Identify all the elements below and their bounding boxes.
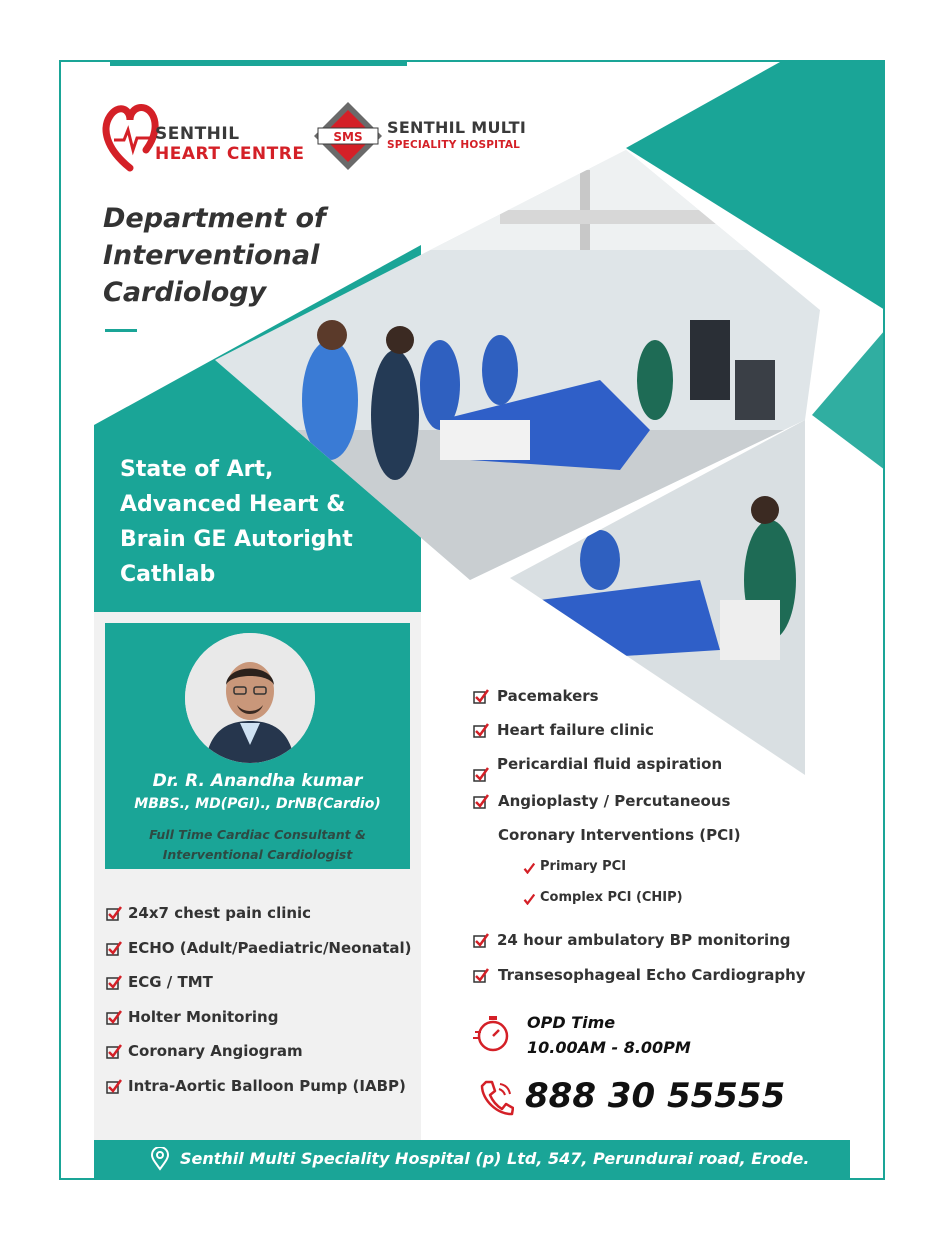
checkbox-check-icon (106, 906, 122, 922)
logo-sms-line1: SENTHIL MULTI (387, 118, 527, 137)
location-pin-icon (150, 1147, 170, 1171)
checkbox-check-icon (106, 1079, 122, 1095)
service-label: Intra-Aortic Balloon Pump (IABP) (128, 1076, 406, 1095)
checkbox-check-icon (106, 941, 122, 957)
department-line3: Cardiology (103, 277, 267, 308)
service-label-continued: Coronary Interventions (PCI) (498, 826, 741, 844)
list-item (106, 904, 412, 939)
sms-badge-text: SMS (333, 130, 363, 144)
stopwatch-icon (473, 1012, 513, 1054)
cathlab-line4: Cathlab (120, 562, 216, 587)
doctor-role (105, 825, 410, 865)
doctor-portrait-icon (185, 633, 315, 763)
department-line2: Interventional (103, 240, 320, 271)
cathlab-heading (120, 452, 410, 592)
service-label: Transesophageal Echo Cardiography (498, 966, 806, 984)
address-text: Senthil Multi Speciality Hospital (p) Ltd, 547, Perundurai road, Erode. (180, 1149, 810, 1168)
logo-sms-line2: SPECIALITY HOSPITAL (387, 139, 521, 151)
title-underline (105, 329, 137, 332)
checkbox-check-icon (106, 1010, 122, 1026)
service-label: Pericardial fluid aspiration (497, 755, 723, 773)
service-label: Holter Monitoring (128, 1007, 279, 1026)
checkbox-check-icon (473, 767, 489, 783)
doctor-card (105, 623, 410, 869)
logo-heart-line1: SENTHIL (155, 124, 240, 144)
opd-time (527, 1010, 691, 1060)
service-label: Pacemakers (497, 687, 599, 705)
checkbox-check-icon (473, 689, 489, 705)
checkbox-check-icon (106, 975, 122, 991)
checkbox-check-icon (106, 1044, 122, 1060)
service-label: 24 hour ambulatory BP monitoring (497, 931, 791, 949)
list-item (106, 1042, 412, 1077)
list-item (106, 973, 412, 1008)
department-title (103, 200, 403, 311)
doctor-role-line1: Full Time Cardiac Consultant & (149, 827, 366, 842)
opd-label: OPD Time (527, 1013, 616, 1032)
checkbox-check-icon (473, 794, 489, 810)
service-label: Complex PCI (CHIP) (540, 890, 683, 905)
heart-logo-icon (100, 98, 160, 174)
phone-icon (478, 1078, 514, 1118)
phone-number[interactable]: 888 30 55555 (525, 1076, 786, 1116)
logo-sms (387, 118, 526, 151)
logo-heart-centre (155, 124, 304, 164)
footer-address-bar (94, 1140, 850, 1178)
list-item (106, 1008, 412, 1043)
service-label: 24x7 chest pain clinic (128, 904, 312, 922)
checkbox-check-icon (473, 968, 489, 984)
checkbox-check-icon (473, 723, 489, 739)
cathlab-line2: Advanced Heart & (120, 492, 346, 517)
doctor-role-line2: Interventional Cardiologist (162, 847, 353, 862)
service-label: Heart failure clinic (497, 721, 654, 739)
sms-logo-icon (312, 100, 384, 172)
cathlab-line3: Brain GE Autoright (120, 527, 353, 552)
doctor-name: Dr. R. Anandha kumar (152, 771, 363, 791)
doctor-avatar (185, 633, 315, 763)
check-icon (523, 862, 535, 874)
checkbox-check-icon (473, 933, 489, 949)
service-label: Primary PCI (540, 859, 627, 874)
service-label: ECG / TMT (128, 973, 213, 991)
logo-heart-line2: HEART CENTRE (155, 144, 305, 164)
left-services-list (106, 904, 412, 1111)
opd-hours: 10.00AM - 8.00PM (527, 1038, 691, 1057)
list-item (106, 939, 412, 974)
check-icon (523, 893, 535, 905)
service-label: ECHO (Adult/Paediatric/Neonatal) (128, 938, 412, 957)
cathlab-line1: State of Art, (120, 457, 274, 482)
list-item (106, 1077, 412, 1112)
service-label: Angioplasty / Percutaneous (498, 792, 731, 810)
department-line1: Department of (103, 203, 326, 234)
doctor-degrees: MBBS., MD(PGI)., DrNB(Cardio) (134, 796, 381, 812)
service-label: Coronary Angiogram (128, 1042, 303, 1060)
